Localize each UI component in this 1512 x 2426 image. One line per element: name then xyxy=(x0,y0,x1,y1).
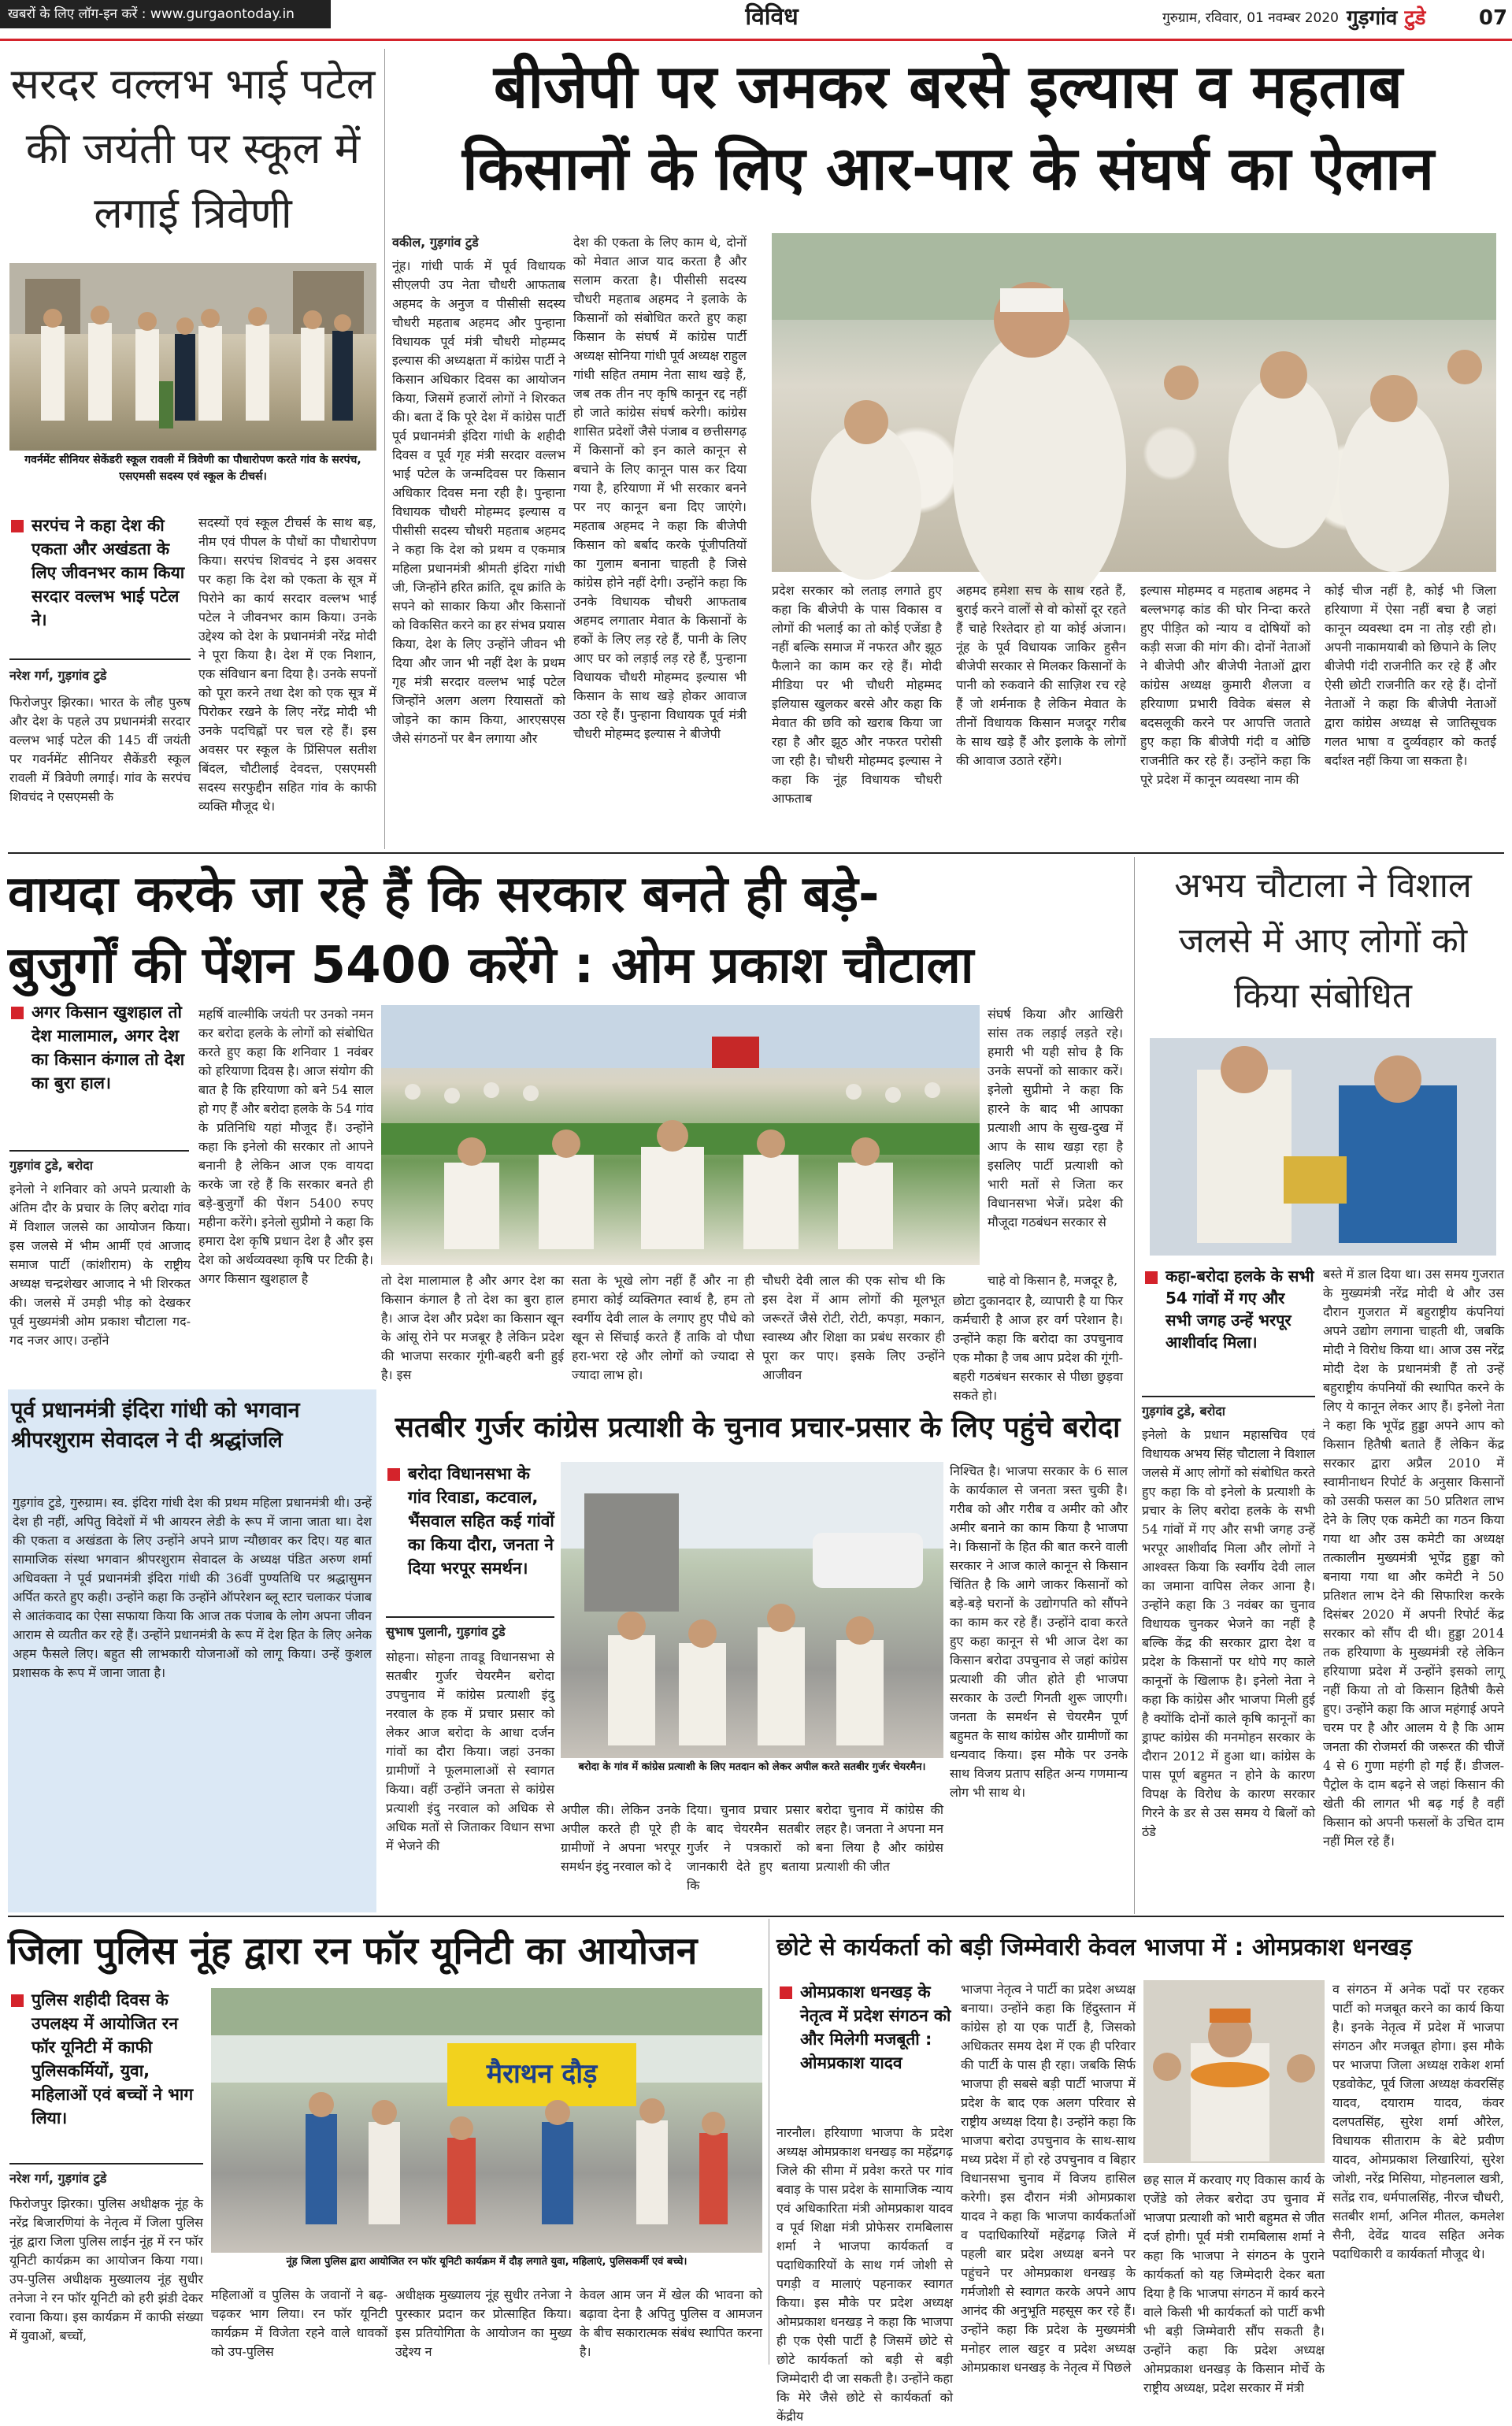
satbir-body-col4: बरोदा चुनाव में कांग्रेस की लहर है। जनता ने अपना मन बना लिया है और कांग्रेस प्रत्याशी की जीत xyxy=(816,1802,943,1874)
bjp-body-col5: इल्यास मोहम्मद व महताब अहमद ने बल्लभगढ़ कांड की घोर निन्दा करते हुए पीड़ित को न्याय व दोषियों को कड़ी सजा की मांग की। दोनों नेताओं ने बीजेपी और बीजेपी नेताओं द्वारा कांग्रेस अध्यक्ष कुमारी शैलजा व हरियाणा प्रभारी विवेक बंसल से बदसलूकी करने पर आपत्ति जताते हुए कहा कि बीजेपी गंदी व ओछि राजनीति कर रहे हैं। उन्होंने कहा कि पूरे प्रदेश में कानून व्यवस्था नाम की xyxy=(1140,583,1310,787)
newspaper-brand xyxy=(1347,3,1473,33)
bjp-body-col6: कोई चीज नहीं है, कोई भी जिला हरियाणा में ऐसा नहीं बचा है जहां कानून व्यवस्था दम ना तोड़ रही हो। अपनी नाकामयाबी को छिपाने के लिए बीजेपी गंदी राजनीति कर रहे हैं और ऐसी छोटी राजनीति कर रहे हैं। दोनों नेताओं ने कहा कि बीजेपी नेताओं द्वारा कांग्रेस अध्यक्ष से जातिसूचक गलत भाषा व दुर्व्यवहार को कतई बर्दाश्त नहीं किया जा सकता है। xyxy=(1325,583,1496,768)
story-bjp-headline-line2: किसानों के लिए आर-पार के संघर्ष का ऐलान xyxy=(461,133,1435,203)
brand-text: गुड़गांव xyxy=(1347,6,1405,30)
chautala-body-col5: चौधरी देवी लाल की एक सोच थी कि इस देश में आम लोगों की मूलभूत जरूरतें जैसे रोटी, रोटी, कपड़ा, मकान, स्वास्थ्य और शिक्षा का प्रबंध सरकार ही पूरा कर पाए। इसके लिए उन्होंने आजीवन xyxy=(762,1273,945,1382)
indira-body: गुड़गांव टुडे, गुरुग्राम। स्व. इंदिरा गांधी देश की प्रथम महिला प्रधानमंत्री थी। उन्हें देश ही नहीं, अपितु विदेशों में भी आयरन लेडी के रूप में जाना जाता था। देश की एकता व अखंडता के लिए उन्होंने अपने प्राण न्यौछावर कर दिए। यह बात सामाजिक संस्था भगवान श्रीपरशुराम सेवादल के अध्यक्ष पंडित अरुण शर्मा अधिवक्ता ने पूर्व प्रधानमंत्री इंदिरा गांधी की 36वीं पुण्यतिथि पर श्रद्धासुमन अर्पित करते हुए कही। उन्होंने कहा कि उन्होंने ऑपरेशन ब्लू स्टार चलाकर पंजाब से आतंकवाद का ऐसा सफाया किया कि आज तक पंजाब के लोग अपना जीवन आराम से व्यतीत कर रहे हैं। उन्होंने प्रधानमंत्री के रूप में देश हित के लिए अनेक अहम फैसले लिए। बहुत सी लाभकारी योजनाओं को लागू किया। उन्हें कुशल प्रशासक के रूप में जाना जाता है। xyxy=(13,1495,372,1680)
column-divider xyxy=(384,49,385,849)
unity-body-col3: अधीक्षक मुख्यालय नूंह सुधीर तनेजा ने पुरस्कार प्रदान कर प्रोत्साहित किया। इस प्रतियोगिता के आयोजन का मुख्य उद्देश्य न xyxy=(395,2287,572,2359)
unity-photo-caption: नूंह जिला पुलिस द्वारा आयोजित रन फॉर यूनिटी कार्यक्रम में दौड़ लगाते युवा, महिलाएं, पुलिसकर्मी एवं बच्चे। xyxy=(211,2254,762,2281)
patel-body-col2: सदस्यों एवं स्कूल टीचर्स के साथ बड़, नीम एवं पीपल के पौधों का पौधारोपण किया। सरपंच शिवचंद ने इस अवसर पर कहा कि देश को एकता के सूत्र में पिरोने का कार्य सरदार वल्लभ भाई पटेल ने जीवनभर काम किया। उनके उद्देश्य को देश के प्रधानमंत्री नरेंद्र मोदी ने पूरा किया है। देश में एक निशान, एक संविधान बना दिया है। उनके सपनों को पूरा करने तथा देश को एक सूत्र में पिरोकर रखने के लिए नरेंद्र मोदी भी उनके पदचिह्नों पर चल रहे हैं। इस अवसर पर स्कूल के प्रिंसिपल सतीश बिंदल, चौटीलाई देवदत्त, एसएमसी सदस्य सरफुद्दीन सहित गांव के काफी व्यक्ति मौजूद थे। xyxy=(198,515,376,814)
dhankhar-welcome-photo xyxy=(1143,1980,1325,2163)
bjp-body-col3: प्रदेश सरकार को लताड़ लगाते हुए कहा कि बीजेपी के पास विकास व लोगों की भलाई का तो कोई एजेंडा है नहीं बल्कि समाज में नफरत और झूठ फैलाने का काम कर रहे हैं। मोदी मीडिया पर भी चौधरी मोहम्मद इलियास खुलकर बरसे और कहा कि मेवात की छवि को खराब किया जा रहा है और झूठ और नफरत परोसी जा रही है। चौधरी मोहम्मद इल्यास ने कहा कि नूंह विधायक चौधरी आफताब xyxy=(772,583,942,806)
brand-text-red: टुडे xyxy=(1404,6,1426,30)
story-chautala-headline-line1: वायदा करके जा रहे हैं कि सरकार बनते ही बड़े- xyxy=(8,866,880,924)
column-divider xyxy=(1134,857,1135,1914)
chautala-body-col4: सता के भूखे लोग नहीं हैं और ना ही हमारा कोई व्यक्तिगत स्वार्थ है, हम तो स्वर्गीय देवी लाल के लगाए हुए पौधे को खून से सिंचाई करते हैं ताकि वो पौधा हरा-भरा रहे और लोगों को ज्यादा से ज्यादा लाभ हो। xyxy=(572,1273,754,1382)
masthead-tagline: खबरों के लिए लॉग-इन करें : www.gurgaontoday.in xyxy=(0,0,331,28)
abhay-event-photo xyxy=(1150,1038,1496,1256)
unity-body-col4: केवल आम जन में खेल की भावना को बढ़ावा देना है अपितु पुलिस व आमजन के बीच सकारात्मक संबंध स्थापित करना है। xyxy=(580,2287,762,2359)
story-chautala-headline-line2: बुजुर्गों की पेंशन 5400 करेंगे : ओम प्रकाश चौटाला xyxy=(8,937,974,995)
unity-run-photo xyxy=(211,1988,762,2253)
abhay-body-col1: इनेलो के प्रधान महासचिव एवं विधायक अभय सिंह चौटाला ने विशाल जलसे में आए लोगों को संबोधित करते हुए कहा कि वो इनेलो के प्रत्याशी के प्रचार के लिए बरोदा हलके के सभी 54 गांवों में गए और सभी जगह उन्हें भरपूर आशीर्वाद मिला और लोगों ने आश्वस्त किया कि स्वर्गीय देवी लाल का जमाना वापिस लेकर आना है। उन्होंने कहा कि 3 नवंबर का चुनाव विधायक चुनकर भेजने का नहीं है बल्कि केंद्र की सरकार द्वारा देश व प्रदेश के किसानों पर थोपे गए काले कानूनों के खिलाफ है। इनेलो नेता ने कहा कि कांग्रेस और भाजपा मिली हुई है क्योंकि दोनों काले कृषि कानूनों का ड्राफ्ट कांग्रेस की मनमोहन सरकार के दौरान 2012 में हुआ था। कांग्रेस के पास पूर्ण बहुमत न होने के कारण विपक्ष के विरोध के कारण सरकार गिरने के डर से उस समय ये बिलों को ठंडे xyxy=(1142,1427,1315,1839)
patel-tree-planting-photo xyxy=(9,263,376,451)
dhankhar-body-col2: भाजपा नेतृत्व ने पार्टी का प्रदेश अध्यक्ष बनाया। उन्होंने कहा कि हिंदुस्तान में कांग्रेस हो या एक पार्टी है, जिसको अधिकतर समय देश में एक ही परिवार की पार्टी के पास ही रहा। जबकि सिर्फ भाजपा ही सबसे बड़ी पार्टी भाजपा में प्रदेश के बाद एक अलग परिवार से राष्ट्रीय अध्यक्ष दिया है। उन्होंने कहा कि भाजपा बरोदा उपचुनाव के साथ-साथ मध्य प्रदेश में हो रहे उपचुनाव व बिहार विधानसभा चुनाव में विजय हासिल करेगी। इस दौरान मंत्री ओमप्रकाश यादव ने कहा कि भाजपा कार्यकर्ताओं व पदाधिकारियों महेंद्रगढ़ जिले में पहली बार प्रदेश अध्यक्ष बनने पर पहुंचने पर ओमप्रकाश धनखड़ के गर्मजोशी से स्वागत करके अपने आप आनंद की अनुभूति महसूस कर रहे हैं। उन्होंने कहा कि प्रदेश के मुख्यमंत्री मनोहर लाल खट्टर व प्रदेश अध्यक्ष ओमप्रकाश धनखड़ के नेतृत्व में पिछले xyxy=(961,1982,1136,2375)
bjp-body-col4: अहमद हमेशा सच के साथ रहते हैं, बुराई करने वालों से वो कोसों दूर रहते हैं चाहे रिश्तेदार हो या कोई अंजान। नूंह के पूर्व विधायक जाकिर हुसैन बीजेपी सरकार से मिलकर किसानों के पानी को रुकवाने की साज़िश रच रहे हैं जो शर्मनाक है लेकिन मेवात के तीनों विधायक किसान मजदूर गरीब के साथ खड़े हैं और इलाके के लोगों की आवाज उठाते रहेंगे। xyxy=(956,583,1126,768)
unity-byline-rule xyxy=(9,2163,203,2164)
dhankhar-body-col4: व संगठन में अनेक पदों पर रहकर पार्टी को मजबूत करने का कार्य किया है। इनके नेतृत्व में प्रदेश में भाजपा संगठन और मजबूत होगा। इस मौके पर भाजपा जिला अध्यक्ष राकेश शर्मा एडवोकेट, पूर्व जिला अध्यक्ष कंवरसिंह यादव, दयाराम यादव, कंवर दलपतसिंह, सुरेश शर्मा औरेल, विधायक सीताराम के बेटे प्रवीण यादव, ओमप्रकाश लिखारियां, सुरेश जोशी, नरेंद्र मिसिया, मोहनलाल खत्री, सतेंद्र राव, धर्मपालसिंह, नीरज चौधरी, सतबीर शर्मा, अनिल मीतल, कमलेश सैनी, देवेंद्र यादव सहित अनेक पदाधिकारी व कार्यकर्ता मौजूद थे। xyxy=(1332,1982,1504,2261)
satbir-body-col2 xyxy=(386,1797,554,1798)
chautala-pull-quote: अगर किसान खुशहाल तो देश मालामाल, अगर देश का किसान कंगाल तो देश का बुरा हाल। xyxy=(8,1000,191,1142)
section-rule xyxy=(8,852,1504,854)
satbir-photo-figures xyxy=(561,1462,943,1758)
satbir-body-col5: निश्चित है। भाजपा सरकार के 6 साल के कार्यकाल से जनता त्रस्त चुकी है। गरीब को और गरीब व अमीर को और अमीर बनाने का काम किया है भाजपा ने। किसानों के हित की बात करने वाली सरकार ने आज काले कानून से किसान चिंतित है कि आगे जाकर किसानों को बड़े-बड़े घरानों के उद्योगपति को सौंपने का काम कर रहे हैं। उन्होंने दावा करते हुए कहा कानून से भी आज देश का किसान बरोदा उपचुनाव से जहां कांग्रेस प्रत्याशी की जीत होते ही भाजपा सरकार के उल्टी गिनती शुरू जाएगी। जनता के समर्थन से चेयरमैन पूर्ण बहुमत के साथ कांग्रेस और ग्रामीणों का धन्यवाद किया। इस मौके पर उनके साथ विजय प्रताप सहित अन्य गणमान्य लोग भी साथ थे। xyxy=(950,1463,1128,1800)
chautala-body-col3: तो देश मालामाल है और अगर देश का किसान कंगाल है तो देश का बुरा हाल है। आज देश और प्रदेश का किसान खून के आंसू रोने पर मजबूर है लेकिन प्रदेश की भाजपा सरकार गूंगी-बहरी बनी हुई है। इस xyxy=(381,1273,564,1382)
patel-body-col1: फिरोजपुर झिरका। भारत के लौह पुरुष और देश के पहले उप प्रधानमंत्री सरदार वल्लभ भाई पटेल की 145 वीं जयंती पर गवर्नमेंट सीनियर सैकेंडरी स्कूल रावली में त्रिवेणी लगाई। गांव के सरपंच शिवचंद ने एसएमसी के xyxy=(9,695,191,804)
marathon-banner-text: मैराथन दौड़ xyxy=(486,2058,598,2090)
patel-photo-figures xyxy=(9,263,376,451)
patel-byline: नरेश गर्ग, गुड़गांव टुडे xyxy=(9,668,107,683)
unity-body-col2: महिलाओं व पुलिस के जवानों ने बढ़-चढ़कर भाग लिया। रन फॉर यूनिटी कार्यक्रम में विजेता रहने वाले धावकों को उप-पुलिस xyxy=(211,2287,387,2359)
story-satbir-headline: सतबीर गुर्जर कांग्रेस प्रत्याशी के चुनाव प्रचार-प्रसार के लिए पहुंचे बरोदा xyxy=(395,1411,1121,1444)
bjp-rally-figures xyxy=(772,233,1496,572)
chautala-rally-figures xyxy=(381,1005,980,1265)
story-abhay-headline: अभय चौटाला ने विशाल जलसे में आए लोगों को किया संबोधित xyxy=(1174,866,1472,1016)
unity-body-col1: फिरोजपुर झिरका। पुलिस अधीक्षक नूंह के नरेंद्र बिजारणियां के नेतृत्व में जिला पुलिस नूंह द्वारा जिला पुलिस लाईन नूंह में रन फॉर यूनिटी कार्यक्रम का आयोजन किया गया। उप-पुलिस अधीक्षक मुख्यालय नूंह सुधीर तनेजा ने रन फॉर यूनिटी को हरी झंडी देकर रवाना किया। इस कार्यक्रम में काफी संख्या में युवाओं, बच्चों, xyxy=(9,2196,203,2343)
chautala-byline: गुड़गांव टुडे, बरोदा xyxy=(9,1158,93,1173)
chautala-body-col6: संघर्ष किया और आखिरी सांस तक लड़ाई लड़ते रहे। हमारी भी यही सोच है कि उनके सपनों को साकार करें। इनेलो सुप्रीमो ने कहा कि हारने के बाद भी आपका प्रत्याशी आप के सुख-दुख में आप के साथ खड़ा रहा है इसलिए पार्टी प्रत्याशी को भारी मतों से जिता कर विधानसभा भेजें। प्रदेश की मौजूदा गठबंधन सरकार से xyxy=(988,1007,1123,1230)
story-patel-headline: सरदर वल्लभ भाई पटेल की जयंती पर स्कूल में लगाई त्रिवेणी xyxy=(10,59,376,238)
patel-pull-quote: सरपंच ने कहा देश की एकता और अखंडता के लिए जीवनभर काम किया सरदार वल्लभ भाई पटेल ने। xyxy=(8,514,193,654)
dhankhar-body-col1: नारनौल। हरियाणा भाजपा के प्रदेश अध्यक्ष ओमप्रकाश धनखड़ का महेंद्रगढ़ जिले की सीमा में प्रवेश करते पर गांव बवाड़ के पास प्रदेश के सामाजिक न्याय एवं अधिकारिता मंत्री ओमप्रकाश यादव व पूर्व शिक्षा मंत्री प्रोफेसर रामबिलास शर्मा ने भाजपा कार्यकर्ता व पदाधिकारियों के साथ गर्म जोशी से पगड़ी व मालाएं पहनाकर स्वागत किया। इस मौके पर प्रदेश अध्यक्ष ओमप्रकाश धनखड़ ने कहा कि भाजपा ही एक ऐसी पार्टी है जिसमें छोटे से छोटे कार्यकर्ता को बड़ी से बड़ी जिम्मेदारी दी जा सकती है। उन्होंने कहा कि मेरे जैसे छोटे से कार्यकर्ता को केंद्रीय xyxy=(776,2125,953,2424)
story-dhankhar-headline: छोटे से कार्यकर्ता को बड़ी जिम्मेवारी केवल भाजपा में : ओमप्रकाश धनखड़ xyxy=(776,1934,1412,1961)
satbir-body-col2b: अपील की। लेकिन उनके अपील करते ही पूरे ही ग्रामीणों ने अपना भरपूर समर्थन इंदु नरवाल को दे xyxy=(561,1802,680,1874)
unity-pull-quote: पुलिस शहीदी दिवस के उपलक्ष्य में आयोजित रन फॉर यूनिटी में काफी पुलिसकर्मियों, युवा, महिलाओं एवं बच्चों ने भाग लिया। xyxy=(8,1988,205,2157)
chautala-body-col1: इनेलो ने शनिवार को अपने प्रत्याशी के अंतिम दौर के प्रचार के लिए बरोदा गांव में विशाल जलसे का आयोजन किया। इस जलसे में भीम आर्मी एवं आजाद समाज पार्टी (कांशीराम) के राष्ट्रीय अध्यक्ष चन्द्रशेखर आजाद ने भी शिरकत की। जलसे में उमड़ी भीड़ को देखकर पूर्व मुख्यमंत्री ओम प्रकाश चौटाला गद-गद नजर आए। उन्होंने xyxy=(9,1181,191,1348)
story-indira-headline: पूर्व प्रधानमंत्री इंदिरा गांधी को भगवान श्रीपरशुराम सेवादल ने दी श्रद्धांजलि xyxy=(11,1398,300,1452)
satbir-photo-caption: बरोदा के गांव में कांग्रेस प्रत्याशी के लिए मतदान को लेकर अपील करते सतबीर गुर्जर चेयरमैन। xyxy=(561,1760,943,1794)
abhay-body-col2: बस्ते में डाल दिया था। उस समय गुजरात के मुख्यमंत्री नरेंद्र मोदी थे और उस दौरान गुजरात में बहुराष्ट्रीय कंपनियां अपने उद्योग लगाना चाहती थी, जबकि मोदी ने विरोध किया था। आज उस नरेंद्र मोदी देश के प्रधानमंत्री हैं तो उन्हें बहुराष्ट्रीय कंपनियों की स्थापित करने के लिए ये कानून लेकर आए हैं। इनेलो नेता ने कहा कि भूपेंद्र हुड्डा अपने आप को किसान हितैषी बताते हैं लेकिन केंद्र सरकार द्वारा अप्रैल 2010 में स्वामीनाथन रिपोर्ट के अनुसार किसानों को उसकी फसल का 50 प्रतिशत लाभ देने के लिए एक कमेटी का गठन किया गया था और उस कमेटी का अध्यक्ष तत्कालीन मुख्यमंत्री भूपेंद्र हुड्डा को बनाया गया था और कमेटी ने 50 प्रतिशत लाभ देने की सिफारिश करके दिसंबर 2020 में अपनी रिपोर्ट केंद्र सरकार को सौंप दी थी। हुड्डा 2014 तक हरियाणा के मुख्यमंत्री रहे लेकिन हरियाणा प्रदेश में उन्होंने इसको लागू नहीं किया तो वो किसान हितैषी कैसे हुए। उन्होंने कहा कि आज महंगाई अपने चरम पर है और आलम ये है कि आम जनता की रोजमर्रा की जरूरत की चीजें 4 से 6 गुणा महंगी हो गई हैं। डीजल-पैट्रोल के दाम बढ़ने से जहां किसान की खेती की लागत भी बढ़ गई है वहीं किसान को अपनी फसलों के उचित दाम नहीं मिल रहे हैं। xyxy=(1323,1267,1504,1849)
satbir-body-col3: दिया। चुनाव प्रचार प्रसार के बाद चेयरमैन सतबीर गुर्जर ने पत्रकारों को जानकारी देते हुए बताया कि xyxy=(687,1802,810,1893)
edition-date: गुरुग्राम, रविवार, 01 नवम्बर 2020 xyxy=(1162,10,1339,26)
patel-byline-rule xyxy=(9,658,191,660)
dhankhar-pull-quote: ओमप्रकाश धनखड़ के नेतृत्व में प्रदेश संगठन को और मिलेगी मजबूती : ओमप्रकाश यादव xyxy=(776,1980,953,2117)
satbir-body-col1: सोहना। सोहना तावडू विधानसभा से सतबीर गुर्जर चेयरमैन बरोदा उपचुनाव में कांग्रेस प्रत्याशी इंदु नरवाल के हक में प्रचार प्रसार को लेकर आज बरोदा के आधा दर्जन गांवों का दौरा किया। जहां उनका ग्रामीणों ने फूलमालाओं से स्वागत किया। वहीं उन्होंने जनता से कांग्रेस प्रत्याशी इंदु नरवाल को अधिक से अधिक मतों से जिताकर विधान सभा में भेजने की xyxy=(386,1649,554,1853)
unity-photo-figures xyxy=(211,1988,762,2253)
chautala-byline-rule xyxy=(9,1150,189,1152)
bjp-byline: वकील, गुड़गांव टुडे xyxy=(392,235,479,250)
satbir-byline: सुभाष पुलानी, गुड़गांव टुडे xyxy=(386,1624,506,1639)
chautala-body-col6b: चाहे वो किसान है, मजदूर है, xyxy=(988,1273,1118,1288)
satbir-village-photo xyxy=(561,1462,943,1758)
abhay-byline-rule xyxy=(1142,1396,1315,1397)
chautala-body-col7: छोटा दुकानदार है, व्यापारी है या फिर कर्मचारी है आज हर वर्ग परेशान है। उन्होंने कहा कि बरोदा का उपचुनाव एक मौका है जब आप प्रदेश की गूंगी-बहरी गठबंधन सरकार से पीछा छुड़वा सकते हो। xyxy=(953,1293,1123,1403)
unity-byline: नरेश गर्ग, गुड़गांव टुडे xyxy=(9,2171,107,2186)
dhankhar-body-col3: छह साल में करवाए गए विकास कार्य के एजेंडे को लेकर बरोदा उप चुनाव में भाजपा प्रत्याशी को भारी बहुमत से जीत दर्ज होगी। पूर्व मंत्री रामबिलास शर्मा ने कहा कि भाजपा ने संगठन के पुराने कार्यकर्ता को यह जिम्मेदारी देकर बता दिया है कि भाजपा संगठन में कार्य करने वाले किसी भी कार्यकर्ता को पार्टी कभी भी बड़ी जिम्मेवारी सौंप सकती है। उन्होंने कहा कि प्रदेश अध्यक्ष ओमप्रकाश धनखड़ के किसान मोर्चे के राष्ट्रीय अध्यक्ष, प्रदेश सरकार में मंत्री xyxy=(1143,2172,1325,2395)
story-bjp-headline-line1: बीजेपी पर जमकर बरसे इल्यास व महताब xyxy=(493,51,1403,121)
bjp-rally-photo xyxy=(772,233,1496,572)
chautala-body-col2: महर्षि वाल्मीकि जयंती पर उनको नमन कर बरोदा हलके के लोगों को संबोधित करते हुए कहा कि शनिवार 1 नवंबर को हरियाणा दिवस है। आज संयोग की बात है कि हरियाणा को बने 54 साल हो गए हैं और बरोदा हलके के 54 गांव के प्रतिनिधि यहां मौजूद हैं। उन्होंने कहा कि इनेलो की सरकार तो आपने बनानी है लेकिन आज एक वायदा करके जा रहे हैं कि सरकार बनते ही बड़े-बुजुर्गों की पेंशन 5400 रुपए महीना करेंगे। इनेलो सुप्रीमो ने कहा कि हमारा देश कृषि प्रधान देश है और इस देश को अर्थव्यवस्था कृषि पर टिकी है। अगर किसान खुशहाल है xyxy=(198,1007,373,1286)
abhay-byline: गुड़गांव टुडे, बरोदा xyxy=(1142,1404,1225,1419)
chautala-rally-photo xyxy=(381,1005,980,1265)
satbir-byline-rule xyxy=(386,1616,554,1618)
page-number: 07 xyxy=(1478,6,1508,30)
dhankhar-photo-figures xyxy=(1143,1980,1325,2163)
abhay-pull-quote: कहा-बरोदा हलके के सभी 54 गांवों में गए और सभी जगह उन्हें भरपूर आशीर्वाद मिला। xyxy=(1142,1265,1315,1388)
satbir-pull-quote: बरोदा विधानसभा के गांव रिवाडा, कटवाल, भैंसवाल सहित कई गांवों का किया दौरा, जनता ने दिया भरपूर समर्थन। xyxy=(384,1462,554,1612)
abhay-photo-figures xyxy=(1150,1038,1496,1256)
bjp-body-col1: नूंह। गांधी पार्क में पूर्व विधायक सीएलपी उप नेता चौधरी आफताब अहमद के अनुज व पीसीसी सदस्य चौधरी महताब अहमद और पुन्हाना विधायक पूर्व मंत्री चौधरी मोहम्मद इल्यास की अध्यक्षता में कांग्रेस पार्टी ने किसान अधिकार दिवस का आयोजन किया, जिसमें हजारों लोगों ने शिरकत की। बता दें कि पूरे देश में कांग्रेस पार्टी पूर्व प्रधानमंत्री इंदिरा गांधी के शहीदी दिवस व पूर्व गृह मंत्री सरदार वल्लभ भाई पटेल के जन्मदिवस पर किसान अधिकार दिवस मना रही है। पुन्हाना विधायक चौधरी मोहम्मद इल्यास व पीसीसी सदस्य चौधरी महताब अहमद ने कहा कि देश को प्रथम व एकमात्र महिला प्रधानमंत्री श्रीमती इंदिरा गांधी जी, जिन्होंने हरित क्रांति, दूध क्रांति के सपने को साकार किया और किसानों को विकसित करने का हर संभव प्रयास किया, देश के लिए उन्होंने जीवन भी दिया और जान भी नहीं देश के प्रथम गृह मंत्री सरदार वल्लभ भाई पटेल जिन्होंने अलग अलग रियासतों को जोड़ने का काम किया, आरएसएस जैसे संगठनों पर बैन लगाया और xyxy=(392,258,565,746)
patel-photo-caption: गवर्नमेंट सीनियर सेकेंडरी स्कूल रावली में त्रिवेणी का पौधारोपण करते गांव के सरपंच, एसएमसी सदस्य एवं स्कूल के टीचर्स। xyxy=(9,452,376,487)
section-label: विविध xyxy=(745,3,799,31)
section-rule xyxy=(8,1916,1504,1917)
story-unity-headline: जिला पुलिस नूंह द्वारा रन फॉर यूनिटी का आयोजन xyxy=(8,1929,698,1973)
bjp-body-col2: देश की एकता के लिए काम थे, दोनों को मेवात आज याद करता है और सलाम करता है। पीसीसी सदस्य चौधरी महताब अहमद ने इलाके के किसानों को संबोधित करते हुए कहा किसान के संघर्ष में कांग्रेस पार्टी अध्यक्ष सोनिया गांधी पूर्व अध्यक्ष राहुल गांधी सहित तमाम नेता साथ खड़े हैं, जब तक तीन नए कृषि कानून रद्द नहीं हो जाते कांग्रेस संघर्ष करेगी। कांग्रेस शासित प्रदेशों जैसे पंजाब व छत्तीसगढ़ में किसानों को इन काले कानून से बचाने के लिए कानून पास कर दिया गया है, हरियाणा में भी सरकार बनने पर नए कानून बना दिए जाएंगे। महताब अहमद ने कहा कि बीजेपी किसान को बर्बाद करके पूंजीपतियों का गुलाम बनाना चाहती है जिसे कांग्रेस होने नहीं देगी। उन्होंने कहा कि उनके विधायक चौधरी आफताब अहमद लगातार मेवात के किसानों के हकों के लिए लड़ रहे हैं, पानी के लिए आए घर को लड़ाई लड़ रहे हैं, पुन्हाना विधायक चौधरी मोहम्मद इल्यास भी किसान के साथ खड़े होकर आवाज उठा रहे हैं। पुन्हाना विधायक पूर्व मंत्री चौधरी मोहम्मद इल्यास ने बीजेपी xyxy=(573,235,747,741)
